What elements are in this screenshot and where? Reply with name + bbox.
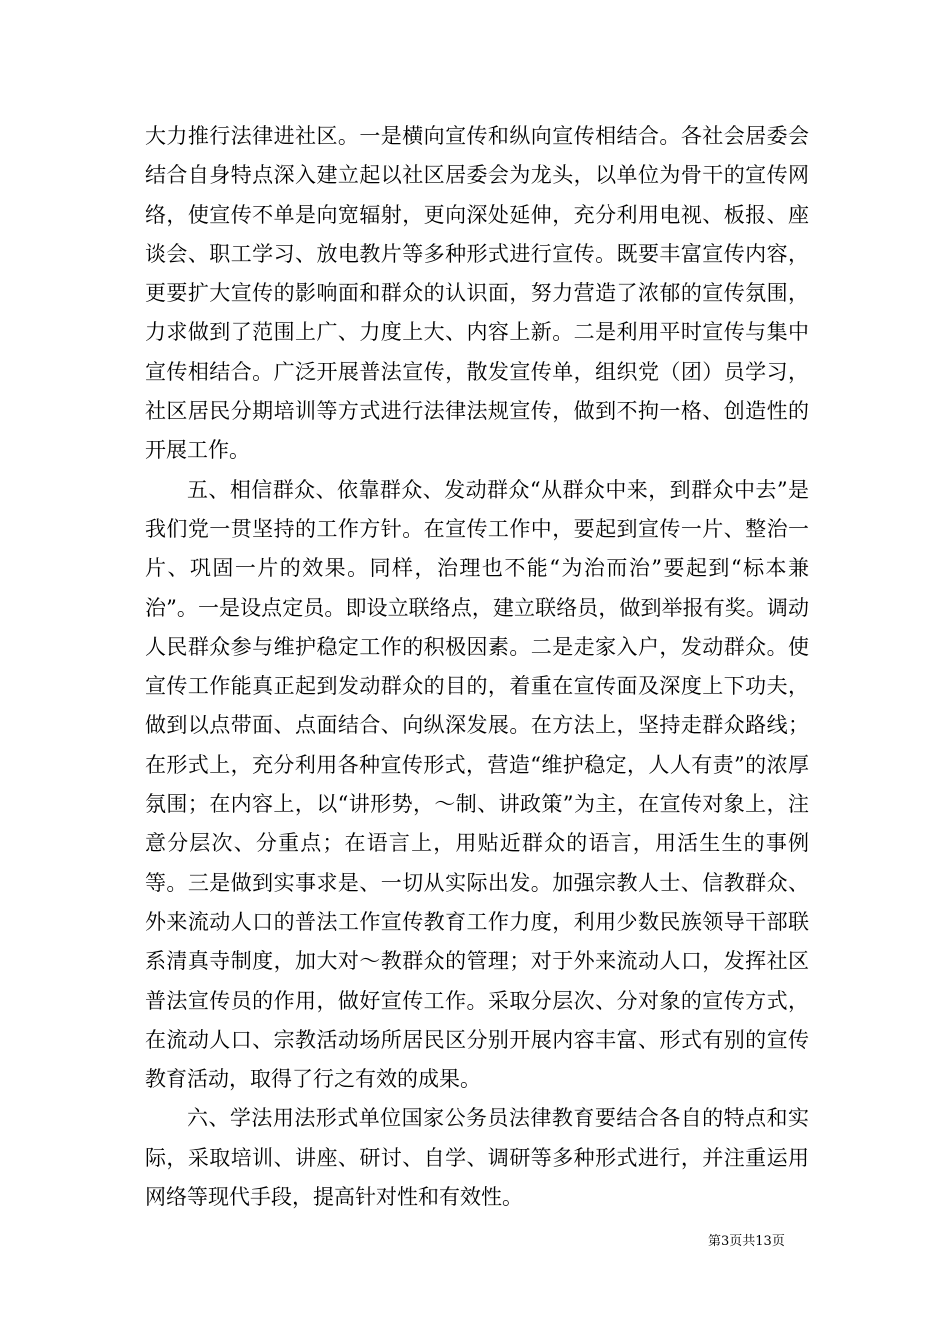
paragraph-section-six: 六、学法用法形式单位国家公务员法律教育要结合各自的特点和实际，采取培训、讲座、研讨、自学、调研等多种形式进行，并注重运用网络等现代手段，提高针对性和有效性。 bbox=[145, 1106, 809, 1210]
paragraph-section-five: 五、相信群众、依靠群众、发动群众“从群众中来，到群众中去”是我们党一贯坚持的工作方针。在宣传工作中，要起到宣传一片、整治一片、巩固一片的效果。同样，治理也不能“为治而治”要起到“标本兼治”。一是设点定员。即设立联络点，建立联络员，做到举报有奖。调动人民群众参与维护稳定工作的积极因素。二是走家入户，发动群众。使宣传工作能真正起到发动群众的目的，着重在宣传面及深度上下功夫，做到以点带面、点面结合、向纵深发展。在方法上，坚持走群众路线；在形式上，充分利用各种宣传形式，营造“维护稳定，人人有责”的浓厚氛围；在内容上，以“讲形势，～制、讲政策”为主，在宣传对象上，注意分层次、分重点；在语言上，用贴近群众的语言，用活生生的事例等。三是做到实事求是、一切从实际出发。加强宗教人士、信教群众、外来流动人口的普法工作宣传教育工作力度，利用少数民族领导干部联系清真寺制度，加大对～教群众的管理；对于外来流动人口，发挥社区普法宣传员的作用，做好宣传工作。采取分层次、分对象的宣传方式，在流动人口、宗教活动场所居民区分别开展内容丰富、形式有别的宣传教育活动，取得了行之有效的成果。 bbox=[145, 477, 809, 1092]
paragraph-continued: 大力推行法律进社区。一是横向宣传和纵向宣传相结合。各社会居委会结合自身特点深入建立起以社区居委会为龙头，以单位为骨干的宣传网络，使宣传不单是向宽辐射，更向深处延伸，充分利用电视、板报、座谈会、职工学习、放电教片等多种形式进行宣传。既要丰富宣传内容，更要扩大宣传的影响面和群众的认识面，努力营造了浓郁的宣传氛围，力求做到了范围上广、力度上大、内容上新。二是利用平时宣传与集中宣传相结合。广泛开展普法宣传，散发宣传单，组织党（团）员学习，社区居民分期培训等方式进行法律法规宣传，做到不拘一格、创造性的开展工作。 bbox=[145, 124, 809, 463]
document-body bbox=[145, 117, 809, 1217]
page-number-footer: 第3页共13页 bbox=[708, 1234, 785, 1249]
